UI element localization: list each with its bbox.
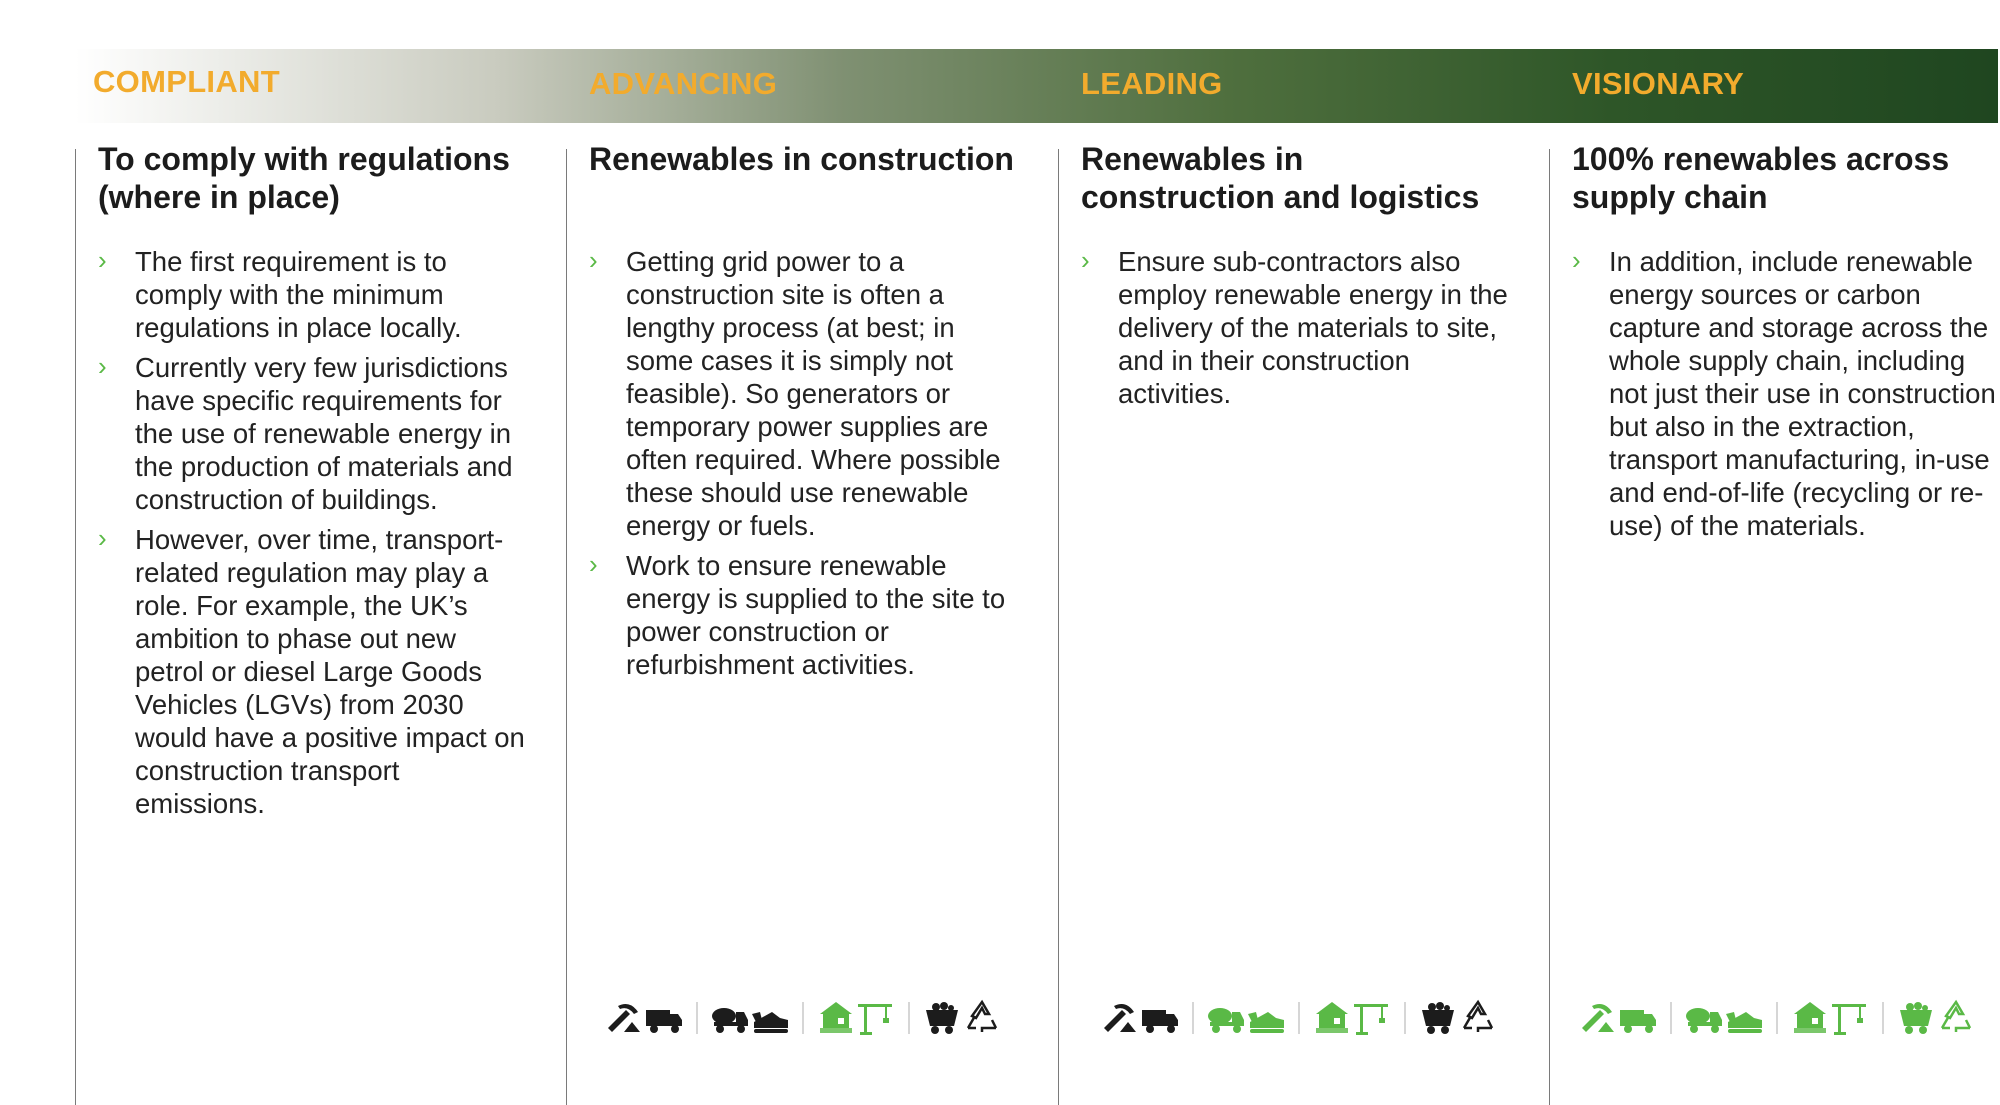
icon-separator [1776, 1002, 1778, 1034]
icon-separator [802, 1002, 804, 1034]
column-title-visionary: 100% renewables across supply chain [1572, 141, 1950, 215]
chevron-right-icon: › [1572, 245, 1581, 275]
column-title-advancing: Renewables in construction [589, 141, 1014, 177]
column-divider [1058, 149, 1059, 1105]
mine-cart-icon [1896, 998, 1936, 1038]
chevron-right-icon: › [589, 549, 598, 579]
bullet-list-leading [1081, 245, 1511, 417]
mixer-truck-icon [1206, 998, 1246, 1038]
stage-label-compliant: COMPLIANT [93, 64, 280, 99]
list-item: › The first requirement is to comply with the minimum regulations in place locally. [98, 245, 462, 343]
icon-row-advancing [604, 998, 1002, 1038]
mine-cart-icon [1418, 998, 1458, 1038]
icon-separator [1670, 1002, 1672, 1034]
crane-icon [1830, 998, 1870, 1038]
icon-row-visionary [1578, 998, 1976, 1038]
icon-separator [1192, 1002, 1194, 1034]
icon-separator [1298, 1002, 1300, 1034]
stage-label-advancing: ADVANCING [589, 66, 778, 101]
list-item: › However, over time, transport-related regulation may play a role. For example, the UK’s ambition to phase out new petrol or diesel Large Goods Vehicles (LGVs) from 2030 would have a positive impact on construction transport emissions. [98, 523, 525, 819]
icon-separator [908, 1002, 910, 1034]
chevron-right-icon: › [98, 351, 107, 381]
stage-label-leading: LEADING [1081, 66, 1223, 101]
icon-separator [1882, 1002, 1884, 1034]
column-divider [75, 149, 76, 1105]
truck-icon [1140, 998, 1180, 1038]
house-hammer-icon [1790, 998, 1830, 1038]
crane-icon [1352, 998, 1392, 1038]
chevron-right-icon: › [589, 245, 598, 275]
mining-icon [1578, 998, 1618, 1038]
mine-cart-icon [922, 998, 962, 1038]
icon-separator [696, 1002, 698, 1034]
house-hammer-icon [1312, 998, 1352, 1038]
icon-row-leading [1100, 998, 1498, 1038]
list-item: › In addition, include renewable energy sources or carbon capture and storage across the whole supply chain, including not just their use in construction but also in the extraction, transport manufacturing, in-use and end-of-life (recycling or re-use) of the materials. [1572, 245, 1996, 541]
column-divider [566, 149, 567, 1105]
list-item: › Getting grid power to a construction site is often a lengthy process (at best; in some cases it is simply not feasible). So generators or temporary power supplies are often required. Where possible these should use renewable energy or fuels. [589, 245, 1001, 541]
list-item: › Ensure sub-contractors also employ renewable energy in the delivery of the materials to site, and in their construction activities. [1081, 245, 1508, 409]
truck-icon [644, 998, 684, 1038]
bullet-list-advancing [589, 245, 1009, 688]
stage-label-visionary: VISIONARY [1572, 66, 1745, 101]
column-divider [1549, 149, 1550, 1105]
excavator-icon [1724, 998, 1764, 1038]
chevron-right-icon: › [98, 245, 107, 275]
mining-icon [604, 998, 644, 1038]
bullet-list-visionary [1572, 245, 1997, 549]
excavator-icon [1246, 998, 1286, 1038]
bullet-list-compliant [98, 245, 528, 827]
recycle-icon [1936, 998, 1976, 1038]
recycle-icon [962, 998, 1002, 1038]
icon-separator [1404, 1002, 1406, 1034]
column-title-leading: Renewables in construction and logistics [1081, 141, 1480, 215]
mixer-truck-icon [1684, 998, 1724, 1038]
crane-icon [856, 998, 896, 1038]
mixer-truck-icon [710, 998, 750, 1038]
house-hammer-icon [816, 998, 856, 1038]
mining-icon [1100, 998, 1140, 1038]
column-title-compliant: To comply with regulations (where in place) [98, 141, 510, 215]
recycle-icon [1458, 998, 1498, 1038]
chevron-right-icon: › [1081, 245, 1090, 275]
list-item: › Work to ensure renewable energy is supplied to the site to power construction or refurbishment activities. [589, 549, 1006, 680]
truck-icon [1618, 998, 1658, 1038]
list-item: › Currently very few jurisdictions have specific requirements for the use of renewable energy in the production of materials and construction of buildings. [98, 351, 513, 515]
chevron-right-icon: › [98, 523, 107, 553]
excavator-icon [750, 998, 790, 1038]
